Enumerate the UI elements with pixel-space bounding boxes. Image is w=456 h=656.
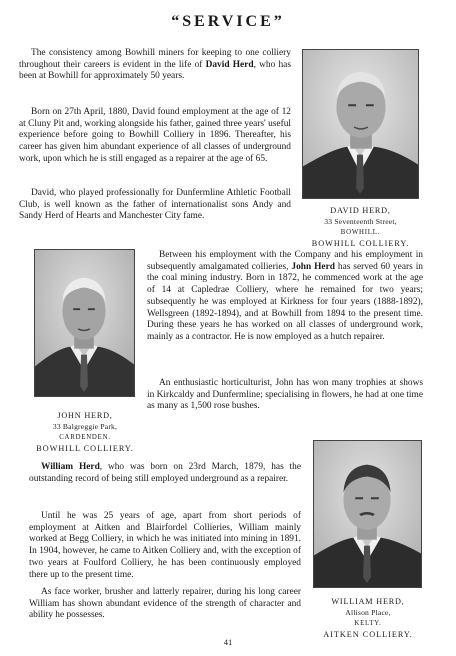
caption-town: BOWHILL. — [340, 229, 381, 236]
david-football-paragraph: David, who played professionally for Dunfermline Athletic Football Club, is well known as the father of internationalist sons Andy and Sandy Herd of Hearts and Manchester City fame. — [19, 188, 291, 222]
caption-address: 33 Seventeenth Street, — [324, 217, 397, 226]
caption-address: Allison Place, — [345, 608, 391, 617]
david-intro-rest: , who has been at Bowhill for approximately 50 years. — [19, 59, 291, 82]
caption-colliery: BOWHILL COLLIERY. — [36, 444, 134, 453]
john-career-paragraph — [147, 250, 423, 344]
john-herd-caption — [20, 410, 150, 454]
john-horticulture-paragraph: An enthusiastic horticulturist, John has won many trophies at shows in Kirkcaldy and Dunfermline; specialising in flowers, he had at one time as many as 1,500 rose bushes. — [147, 378, 423, 412]
caption-colliery: BOWHILL COLLIERY. — [311, 239, 410, 248]
william-career-paragraph: Until he was 25 years of age, apart from short periods of employment at Aitken and Blairfordel Collieries, William mainly worked at Begg Colliery, in which he was initiated into mining in 1891. In 1904, however, he came to Aitken Colliery and, with the exception of two years at Foulford Colliery, he has been continuously employed there up to the present time. — [29, 511, 301, 580]
william-herd-caption — [306, 596, 430, 640]
david-name-bold: David Herd — [205, 59, 254, 70]
william-character-paragraph: As face worker, brusher and latterly repairer, during his long career William has shown abundant evidence of the strength of character and ability he possesses. — [29, 587, 301, 621]
david-herd-portrait — [302, 49, 419, 199]
page-number: 41 — [223, 637, 233, 647]
david-intro-text: The consistency among Bowhill miners for keeping to one colliery throughout their careers is evident in the life of — [19, 48, 291, 70]
caption-town: CARDENDEN. — [59, 434, 111, 441]
caption-name: DAVID HERD, — [330, 206, 391, 215]
william-intro-rest: , who was born on 23rd March, 1879, has the outstanding record of being still employed underground as a repairer. — [29, 462, 302, 484]
david-career-paragraph: Born on 27th April, 1880, David found employment at the age of 12 at Cluny Pit and, working alongside his father, gained three years' useful experience before going to Bowhill Colliery in 1896. Thereafter, his career has given him abundant experience of all classes of underground work, upon which he is still engaged as a repairer at the age of 65. — [19, 107, 291, 164]
david-herd-caption — [298, 205, 423, 249]
page-title: “SERVICE” — [171, 13, 285, 30]
caption-colliery: AITKEN COLLIERY. — [323, 630, 413, 639]
john-herd-portrait — [34, 249, 135, 397]
david-intro-paragraph — [19, 48, 291, 83]
william-intro-paragraph — [29, 462, 301, 485]
john-intro-rest: has served 60 years in the coal mining industry. Born in 1872, he commenced work at the age of 14 at Capledrae Colliery, where he remained for two years; subsequently he was employed at Kirkness for four years (1888-1892), Wellsgreen (1892-1894), and at Bowhill from 1894 to the present time. During these years he has worked on all classes of underground work, mainly as a contractor. He is now employed as a hutch repairer. — [147, 261, 423, 342]
caption-name: JOHN HERD, — [57, 411, 113, 420]
william-herd-portrait — [313, 440, 422, 588]
william-name-bold: William Herd — [41, 462, 100, 472]
john-name-bold: John Herd — [291, 261, 335, 272]
caption-town: KELTY. — [354, 620, 382, 627]
caption-name: WILLIAM HERD, — [331, 597, 405, 606]
caption-address: 33 Balgreggie Park, — [52, 422, 118, 431]
john-intro-text: Between his employment with the Company and his employment in subsequently amalgamated collieries, — [147, 250, 423, 272]
